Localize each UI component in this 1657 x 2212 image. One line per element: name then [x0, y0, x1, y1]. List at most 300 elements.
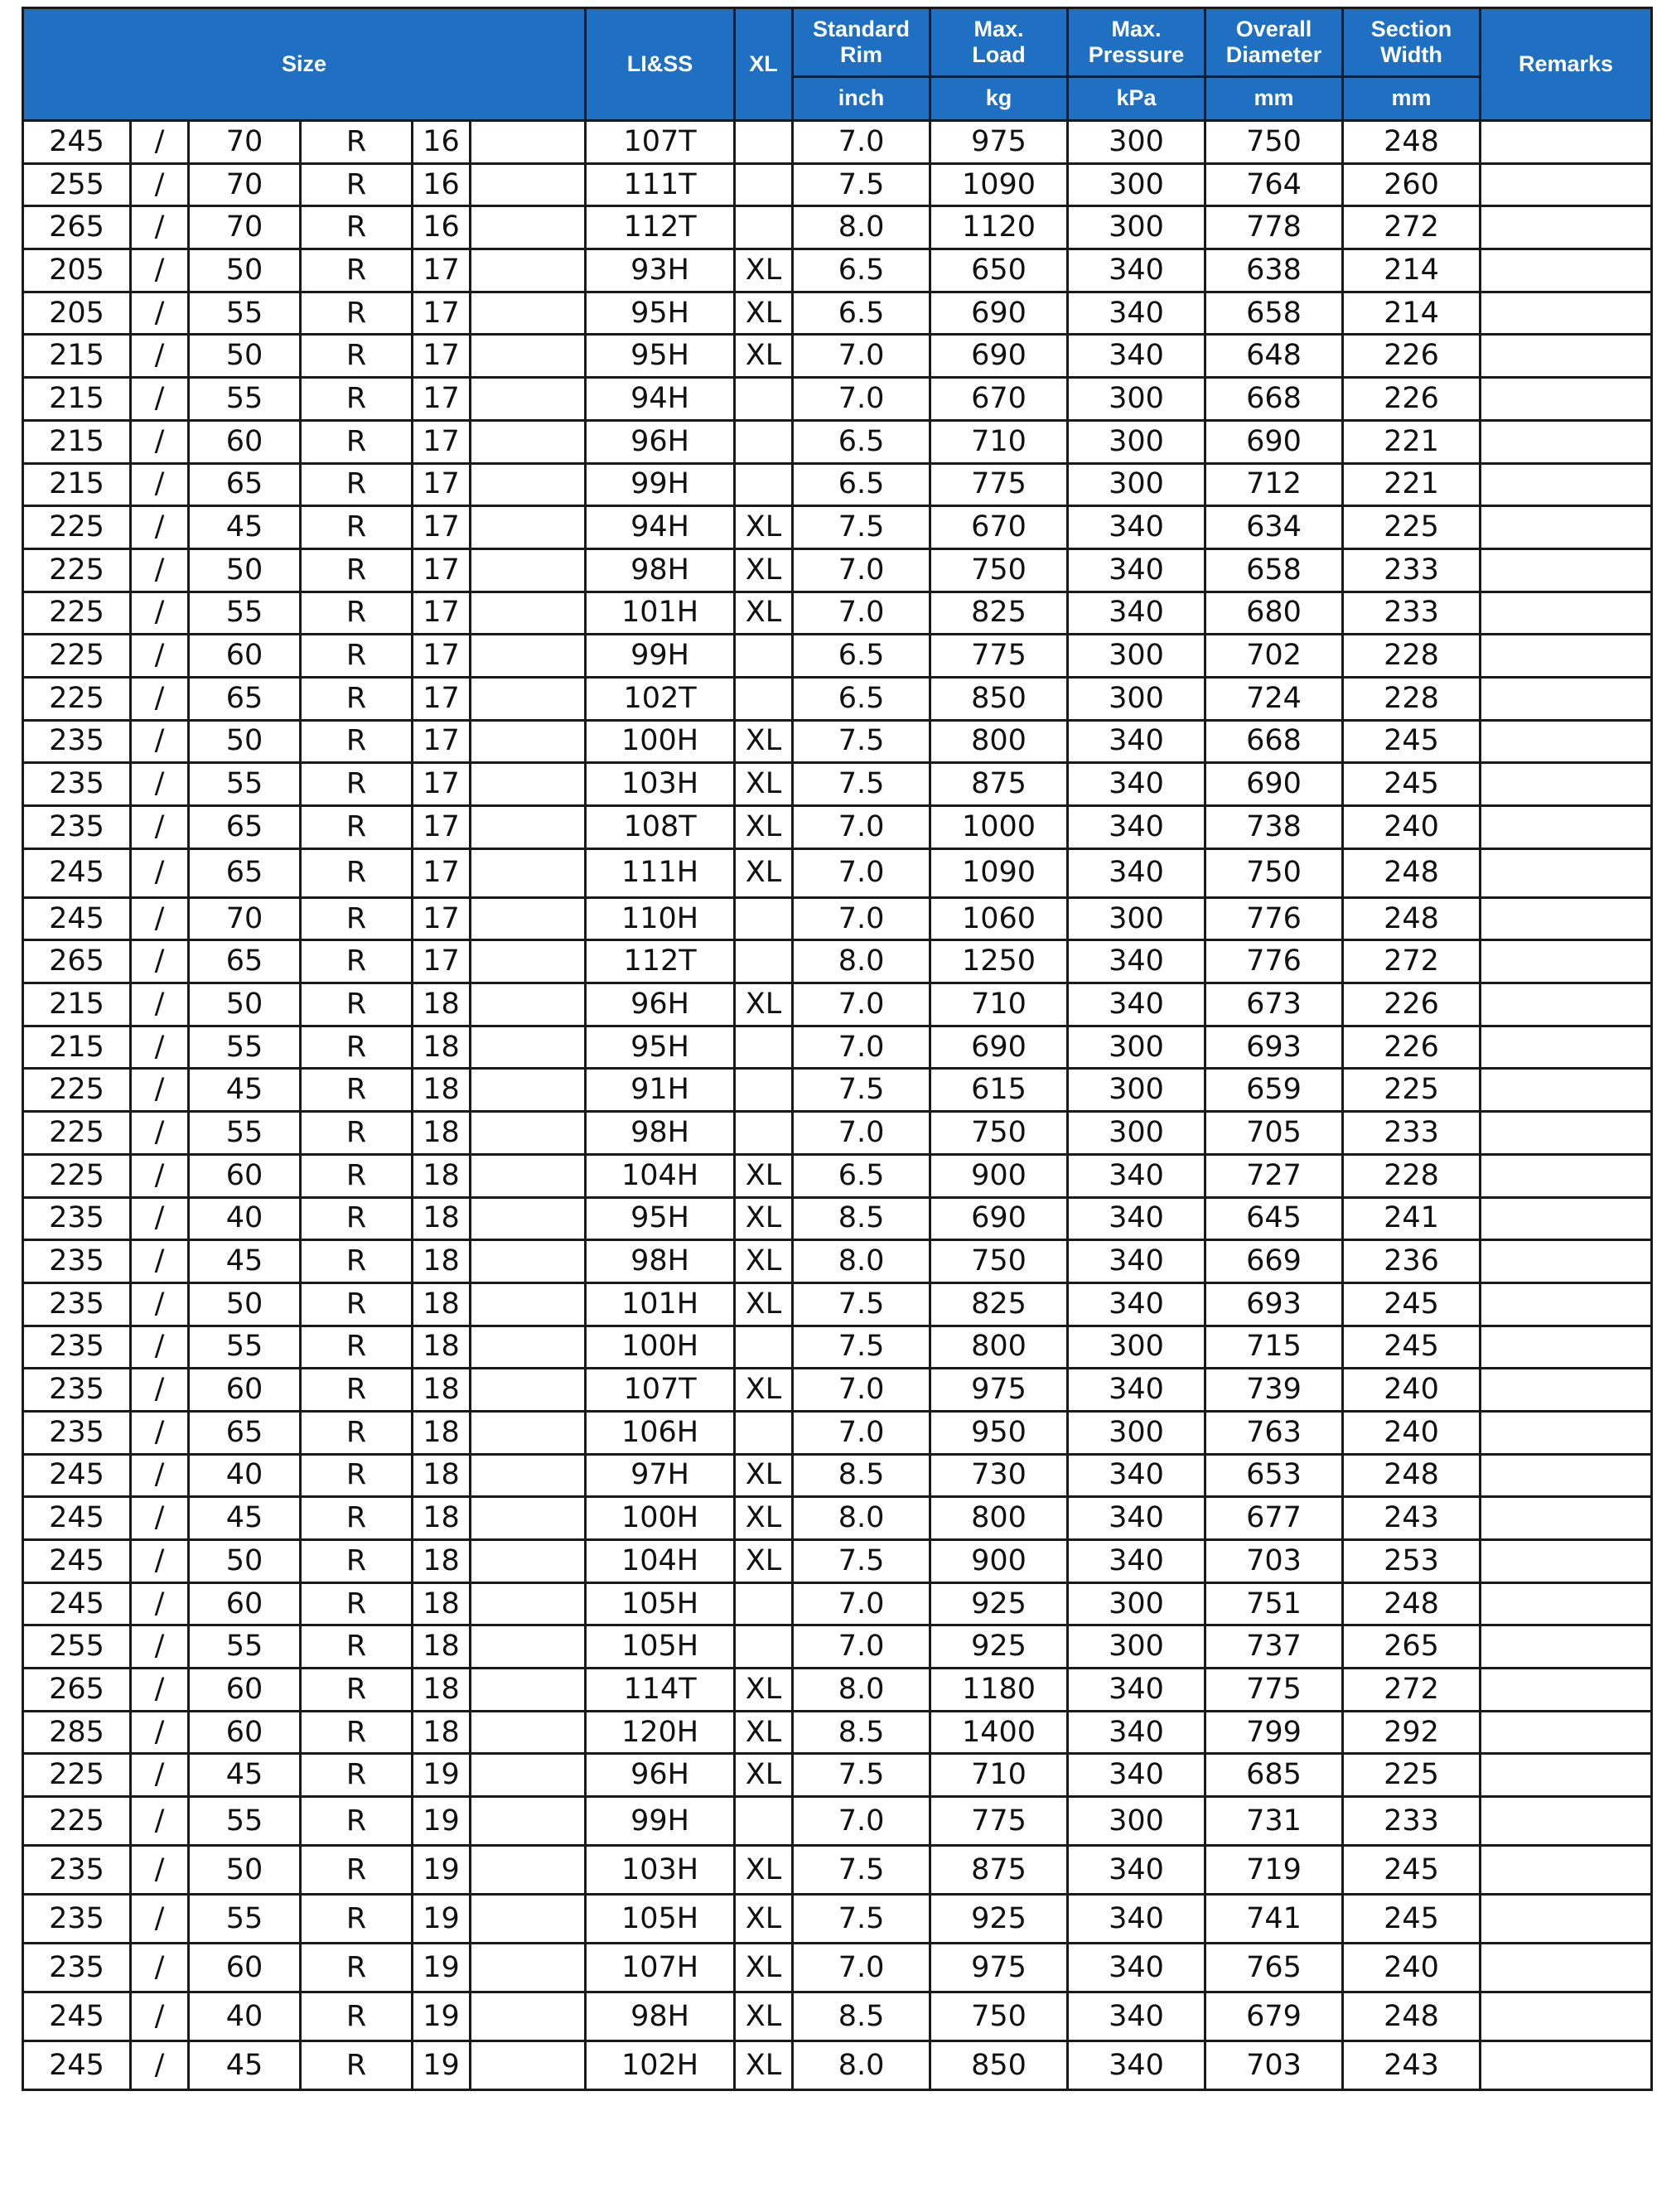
cell-rim-diameter: 17: [413, 940, 471, 983]
table-row: [23, 463, 1652, 506]
cell-max-pressure: 340: [1068, 592, 1205, 635]
cell-max-pressure: 340: [1068, 1197, 1205, 1240]
cell-li-ss: 94H: [586, 378, 735, 421]
cell-li-ss: 95H: [586, 1026, 735, 1069]
cell-max-pressure: 300: [1068, 677, 1205, 720]
cell-max-load: 975: [930, 1944, 1068, 1992]
cell-max-pressure: 340: [1068, 1282, 1205, 1326]
cell-standard-rim: 8.5: [793, 1454, 930, 1497]
tire-spec-table-container: [22, 7, 1650, 2091]
cell-separator: /: [131, 763, 189, 806]
cell-blank: [471, 1582, 586, 1625]
cell-blank: [471, 1711, 586, 1754]
cell-blank: [471, 1411, 586, 1454]
table-row: [23, 378, 1652, 421]
cell-section-width: 245: [1343, 720, 1481, 763]
cell-separator: /: [131, 1282, 189, 1326]
cell-section-width: 221: [1343, 463, 1481, 506]
cell-width: 235: [23, 1240, 131, 1283]
cell-overall-diameter: 680: [1205, 592, 1343, 635]
cell-remarks: [1481, 592, 1652, 635]
table-row: [23, 1992, 1652, 2041]
cell-rim-diameter: 17: [413, 249, 471, 292]
cell-section-width: 245: [1343, 1895, 1481, 1944]
cell-section-width: 233: [1343, 1112, 1481, 1155]
cell-overall-diameter: 679: [1205, 1992, 1343, 2041]
cell-standard-rim: 7.0: [793, 378, 930, 421]
cell-max-pressure: 340: [1068, 940, 1205, 983]
cell-overall-diameter: 653: [1205, 1454, 1343, 1497]
cell-max-pressure: 340: [1068, 292, 1205, 335]
cell-overall-diameter: 693: [1205, 1026, 1343, 1069]
cell-li-ss: 108T: [586, 806, 735, 849]
cell-standard-rim: 6.5: [793, 292, 930, 335]
cell-overall-diameter: 634: [1205, 506, 1343, 549]
cell-width: 225: [23, 548, 131, 592]
header-row: [23, 8, 1652, 77]
table-row: [23, 1669, 1652, 1712]
cell-max-pressure: 300: [1068, 1026, 1205, 1069]
cell-aspect-ratio: 50: [189, 1540, 301, 1583]
cell-remarks: [1481, 1754, 1652, 1797]
cell-separator: /: [131, 420, 189, 463]
cell-max-load: 800: [930, 1326, 1068, 1369]
cell-li-ss: 99H: [586, 635, 735, 678]
table-row: [23, 720, 1652, 763]
cell-overall-diameter: 739: [1205, 1369, 1343, 1412]
cell-blank: [471, 548, 586, 592]
cell-standard-rim: 8.0: [793, 1669, 930, 1712]
cell-construction: R: [301, 940, 413, 983]
cell-overall-diameter: 685: [1205, 1754, 1343, 1797]
cell-separator: /: [131, 1754, 189, 1797]
cell-xl: [735, 1582, 793, 1625]
table-row: [23, 592, 1652, 635]
cell-section-width: 248: [1343, 1582, 1481, 1625]
cell-remarks: [1481, 763, 1652, 806]
header-standard-rim: Standard Rim: [793, 8, 930, 77]
cell-max-pressure: 340: [1068, 1369, 1205, 1412]
cell-standard-rim: 6.5: [793, 677, 930, 720]
cell-construction: R: [301, 1411, 413, 1454]
cell-overall-diameter: 690: [1205, 763, 1343, 806]
cell-max-load: 1090: [930, 163, 1068, 206]
cell-max-load: 850: [930, 2041, 1068, 2090]
cell-construction: R: [301, 763, 413, 806]
cell-li-ss: 104H: [586, 1154, 735, 1197]
cell-li-ss: 112T: [586, 940, 735, 983]
cell-section-width: 226: [1343, 335, 1481, 378]
cell-aspect-ratio: 65: [189, 1411, 301, 1454]
cell-overall-diameter: 719: [1205, 1846, 1343, 1895]
cell-max-pressure: 300: [1068, 463, 1205, 506]
cell-max-pressure: 340: [1068, 506, 1205, 549]
cell-width: 245: [23, 121, 131, 164]
cell-max-load: 825: [930, 592, 1068, 635]
cell-max-pressure: 340: [1068, 763, 1205, 806]
cell-blank: [471, 1240, 586, 1283]
cell-rim-diameter: 17: [413, 378, 471, 421]
cell-blank: [471, 1282, 586, 1326]
cell-max-pressure: 340: [1068, 2041, 1205, 2090]
cell-remarks: [1481, 2041, 1652, 2090]
cell-section-width: 272: [1343, 940, 1481, 983]
cell-separator: /: [131, 121, 189, 164]
cell-xl: [735, 1069, 793, 1112]
cell-xl: [735, 1625, 793, 1669]
cell-max-load: 750: [930, 1992, 1068, 2041]
cell-section-width: 248: [1343, 1454, 1481, 1497]
cell-aspect-ratio: 55: [189, 1112, 301, 1155]
cell-construction: R: [301, 1846, 413, 1895]
cell-aspect-ratio: 70: [189, 897, 301, 940]
table-row: [23, 1454, 1652, 1497]
cell-remarks: [1481, 1497, 1652, 1540]
cell-xl: XL: [735, 848, 793, 897]
cell-aspect-ratio: 50: [189, 335, 301, 378]
cell-section-width: 225: [1343, 506, 1481, 549]
cell-max-pressure: 340: [1068, 1711, 1205, 1754]
cell-max-pressure: 340: [1068, 1754, 1205, 1797]
cell-rim-diameter: 18: [413, 1369, 471, 1412]
cell-aspect-ratio: 40: [189, 1197, 301, 1240]
cell-xl: XL: [735, 1944, 793, 1992]
cell-separator: /: [131, 1992, 189, 2041]
cell-xl: XL: [735, 1197, 793, 1240]
cell-rim-diameter: 18: [413, 1582, 471, 1625]
cell-max-load: 690: [930, 335, 1068, 378]
cell-aspect-ratio: 60: [189, 1154, 301, 1197]
cell-remarks: [1481, 1282, 1652, 1326]
cell-standard-rim: 8.0: [793, 940, 930, 983]
cell-remarks: [1481, 121, 1652, 164]
cell-section-width: 240: [1343, 1944, 1481, 1992]
cell-section-width: 248: [1343, 848, 1481, 897]
cell-xl: [735, 121, 793, 164]
cell-blank: [471, 1154, 586, 1197]
cell-xl: [735, 463, 793, 506]
unit-width: mm: [1343, 77, 1481, 121]
cell-width: 225: [23, 1112, 131, 1155]
cell-li-ss: 96H: [586, 420, 735, 463]
cell-separator: /: [131, 1669, 189, 1712]
table-row: [23, 163, 1652, 206]
cell-overall-diameter: 750: [1205, 121, 1343, 164]
table-row: [23, 1069, 1652, 1112]
cell-rim-diameter: 17: [413, 463, 471, 506]
cell-blank: [471, 897, 586, 940]
cell-section-width: 248: [1343, 1992, 1481, 2041]
cell-max-pressure: 300: [1068, 1625, 1205, 1669]
cell-section-width: 228: [1343, 677, 1481, 720]
cell-li-ss: 107T: [586, 1369, 735, 1412]
cell-max-pressure: 340: [1068, 335, 1205, 378]
cell-separator: /: [131, 1240, 189, 1283]
cell-xl: XL: [735, 1711, 793, 1754]
cell-max-load: 750: [930, 548, 1068, 592]
cell-xl: XL: [735, 763, 793, 806]
cell-blank: [471, 806, 586, 849]
cell-max-load: 875: [930, 763, 1068, 806]
cell-xl: XL: [735, 720, 793, 763]
cell-xl: XL: [735, 1497, 793, 1540]
cell-section-width: 233: [1343, 1797, 1481, 1846]
table-row: [23, 1497, 1652, 1540]
table-row: [23, 1582, 1652, 1625]
cell-xl: XL: [735, 2041, 793, 2090]
cell-aspect-ratio: 60: [189, 635, 301, 678]
cell-overall-diameter: 712: [1205, 463, 1343, 506]
cell-remarks: [1481, 292, 1652, 335]
cell-blank: [471, 1797, 586, 1846]
cell-li-ss: 98H: [586, 1992, 735, 2041]
cell-section-width: 241: [1343, 1197, 1481, 1240]
cell-rim-diameter: 17: [413, 292, 471, 335]
cell-separator: /: [131, 292, 189, 335]
cell-section-width: 272: [1343, 206, 1481, 249]
cell-overall-diameter: 645: [1205, 1197, 1343, 1240]
cell-construction: R: [301, 635, 413, 678]
cell-width: 215: [23, 1026, 131, 1069]
cell-remarks: [1481, 1454, 1652, 1497]
cell-li-ss: 105H: [586, 1582, 735, 1625]
cell-construction: R: [301, 163, 413, 206]
cell-overall-diameter: 750: [1205, 848, 1343, 897]
cell-max-pressure: 300: [1068, 1326, 1205, 1369]
table-row: [23, 848, 1652, 897]
cell-rim-diameter: 18: [413, 1282, 471, 1326]
cell-blank: [471, 763, 586, 806]
cell-max-pressure: 300: [1068, 206, 1205, 249]
cell-construction: R: [301, 1895, 413, 1944]
cell-section-width: 214: [1343, 249, 1481, 292]
cell-section-width: 228: [1343, 1154, 1481, 1197]
cell-aspect-ratio: 55: [189, 1026, 301, 1069]
cell-xl: [735, 1026, 793, 1069]
table-row: [23, 292, 1652, 335]
cell-construction: R: [301, 1797, 413, 1846]
cell-aspect-ratio: 45: [189, 1069, 301, 1112]
cell-blank: [471, 1992, 586, 2041]
cell-width: 245: [23, 1992, 131, 2041]
cell-overall-diameter: 776: [1205, 897, 1343, 940]
cell-width: 265: [23, 940, 131, 983]
cell-construction: R: [301, 592, 413, 635]
cell-standard-rim: 7.0: [793, 335, 930, 378]
cell-xl: XL: [735, 1240, 793, 1283]
cell-standard-rim: 7.5: [793, 720, 930, 763]
cell-max-pressure: 300: [1068, 1797, 1205, 1846]
cell-section-width: 245: [1343, 1326, 1481, 1369]
cell-section-width: 214: [1343, 292, 1481, 335]
cell-width: 245: [23, 848, 131, 897]
cell-separator: /: [131, 1582, 189, 1625]
cell-aspect-ratio: 50: [189, 1846, 301, 1895]
cell-rim-diameter: 18: [413, 1240, 471, 1283]
cell-construction: R: [301, 983, 413, 1026]
cell-standard-rim: 7.0: [793, 548, 930, 592]
cell-separator: /: [131, 848, 189, 897]
cell-construction: R: [301, 1711, 413, 1754]
cell-width: 285: [23, 1711, 131, 1754]
cell-max-load: 800: [930, 720, 1068, 763]
cell-blank: [471, 848, 586, 897]
cell-blank: [471, 463, 586, 506]
cell-li-ss: 96H: [586, 1754, 735, 1797]
cell-section-width: 226: [1343, 378, 1481, 421]
cell-width: 235: [23, 1369, 131, 1412]
cell-width: 245: [23, 2041, 131, 2090]
cell-rim-diameter: 19: [413, 1944, 471, 1992]
cell-xl: XL: [735, 249, 793, 292]
cell-separator: /: [131, 1625, 189, 1669]
cell-overall-diameter: 677: [1205, 1497, 1343, 1540]
cell-width: 225: [23, 506, 131, 549]
cell-rim-diameter: 18: [413, 1069, 471, 1112]
cell-separator: /: [131, 1895, 189, 1944]
cell-li-ss: 110H: [586, 897, 735, 940]
cell-blank: [471, 1497, 586, 1540]
cell-standard-rim: 7.5: [793, 1846, 930, 1895]
cell-xl: [735, 635, 793, 678]
cell-xl: [735, 1797, 793, 1846]
cell-max-load: 1180: [930, 1669, 1068, 1712]
cell-section-width: 236: [1343, 1240, 1481, 1283]
table-row: [23, 1711, 1652, 1754]
cell-max-load: 900: [930, 1154, 1068, 1197]
cell-rim-diameter: 17: [413, 677, 471, 720]
cell-li-ss: 120H: [586, 1711, 735, 1754]
table-row: [23, 1846, 1652, 1895]
table-row: [23, 1026, 1652, 1069]
cell-max-pressure: 340: [1068, 1895, 1205, 1944]
cell-max-load: 950: [930, 1411, 1068, 1454]
cell-li-ss: 99H: [586, 1797, 735, 1846]
unit-rim: inch: [793, 77, 930, 121]
cell-blank: [471, 506, 586, 549]
cell-construction: R: [301, 1197, 413, 1240]
unit-pressure: kPa: [1068, 77, 1205, 121]
cell-aspect-ratio: 65: [189, 463, 301, 506]
cell-max-load: 670: [930, 378, 1068, 421]
cell-rim-diameter: 18: [413, 1625, 471, 1669]
cell-construction: R: [301, 463, 413, 506]
cell-max-pressure: 340: [1068, 806, 1205, 849]
cell-remarks: [1481, 548, 1652, 592]
cell-standard-rim: 8.0: [793, 1240, 930, 1283]
cell-rim-diameter: 18: [413, 1540, 471, 1583]
unit-diameter: mm: [1205, 77, 1343, 121]
cell-remarks: [1481, 1112, 1652, 1155]
cell-standard-rim: 6.5: [793, 420, 930, 463]
cell-construction: R: [301, 121, 413, 164]
cell-li-ss: 104H: [586, 1540, 735, 1583]
cell-aspect-ratio: 60: [189, 1711, 301, 1754]
cell-blank: [471, 1754, 586, 1797]
table-row: [23, 1112, 1652, 1155]
cell-overall-diameter: 731: [1205, 1797, 1343, 1846]
cell-standard-rim: 7.0: [793, 1797, 930, 1846]
cell-standard-rim: 8.0: [793, 1497, 930, 1540]
cell-li-ss: 100H: [586, 1497, 735, 1540]
cell-width: 225: [23, 1154, 131, 1197]
cell-blank: [471, 1197, 586, 1240]
cell-max-load: 1060: [930, 897, 1068, 940]
cell-overall-diameter: 705: [1205, 1112, 1343, 1155]
cell-aspect-ratio: 55: [189, 1895, 301, 1944]
cell-standard-rim: 8.5: [793, 1992, 930, 2041]
cell-li-ss: 98H: [586, 1240, 735, 1283]
cell-rim-diameter: 18: [413, 1669, 471, 1712]
cell-max-load: 750: [930, 1240, 1068, 1283]
table-row: [23, 548, 1652, 592]
cell-construction: R: [301, 1026, 413, 1069]
cell-rim-diameter: 17: [413, 806, 471, 849]
cell-standard-rim: 7.0: [793, 897, 930, 940]
cell-aspect-ratio: 40: [189, 1454, 301, 1497]
cell-max-pressure: 300: [1068, 1582, 1205, 1625]
cell-rim-diameter: 17: [413, 506, 471, 549]
cell-width: 205: [23, 292, 131, 335]
cell-xl: [735, 206, 793, 249]
cell-xl: [735, 420, 793, 463]
cell-standard-rim: 7.0: [793, 983, 930, 1026]
cell-max-load: 710: [930, 1754, 1068, 1797]
cell-section-width: 240: [1343, 1411, 1481, 1454]
cell-blank: [471, 121, 586, 164]
header-xl: XL: [735, 8, 793, 121]
table-row: [23, 506, 1652, 549]
cell-construction: R: [301, 1669, 413, 1712]
cell-rim-diameter: 17: [413, 763, 471, 806]
cell-blank: [471, 1069, 586, 1112]
cell-blank: [471, 1540, 586, 1583]
cell-standard-rim: 6.5: [793, 463, 930, 506]
cell-aspect-ratio: 70: [189, 163, 301, 206]
cell-overall-diameter: 724: [1205, 677, 1343, 720]
cell-rim-diameter: 18: [413, 983, 471, 1026]
cell-separator: /: [131, 2041, 189, 2090]
table-row: [23, 763, 1652, 806]
cell-blank: [471, 1895, 586, 1944]
cell-blank: [471, 1944, 586, 1992]
cell-standard-rim: 7.5: [793, 1326, 930, 1369]
cell-li-ss: 97H: [586, 1454, 735, 1497]
cell-construction: R: [301, 249, 413, 292]
cell-max-load: 975: [930, 121, 1068, 164]
cell-overall-diameter: 778: [1205, 206, 1343, 249]
cell-rim-diameter: 17: [413, 848, 471, 897]
cell-separator: /: [131, 940, 189, 983]
cell-remarks: [1481, 1944, 1652, 1992]
cell-remarks: [1481, 897, 1652, 940]
cell-xl: [735, 1112, 793, 1155]
cell-separator: /: [131, 1846, 189, 1895]
cell-li-ss: 100H: [586, 1326, 735, 1369]
cell-separator: /: [131, 635, 189, 678]
cell-xl: [735, 1411, 793, 1454]
cell-construction: R: [301, 378, 413, 421]
cell-max-pressure: 340: [1068, 983, 1205, 1026]
cell-max-pressure: 300: [1068, 1411, 1205, 1454]
cell-remarks: [1481, 1625, 1652, 1669]
cell-standard-rim: 7.5: [793, 163, 930, 206]
cell-max-load: 975: [930, 1369, 1068, 1412]
cell-construction: R: [301, 292, 413, 335]
cell-max-pressure: 340: [1068, 249, 1205, 292]
cell-standard-rim: 7.0: [793, 1369, 930, 1412]
cell-width: 265: [23, 206, 131, 249]
